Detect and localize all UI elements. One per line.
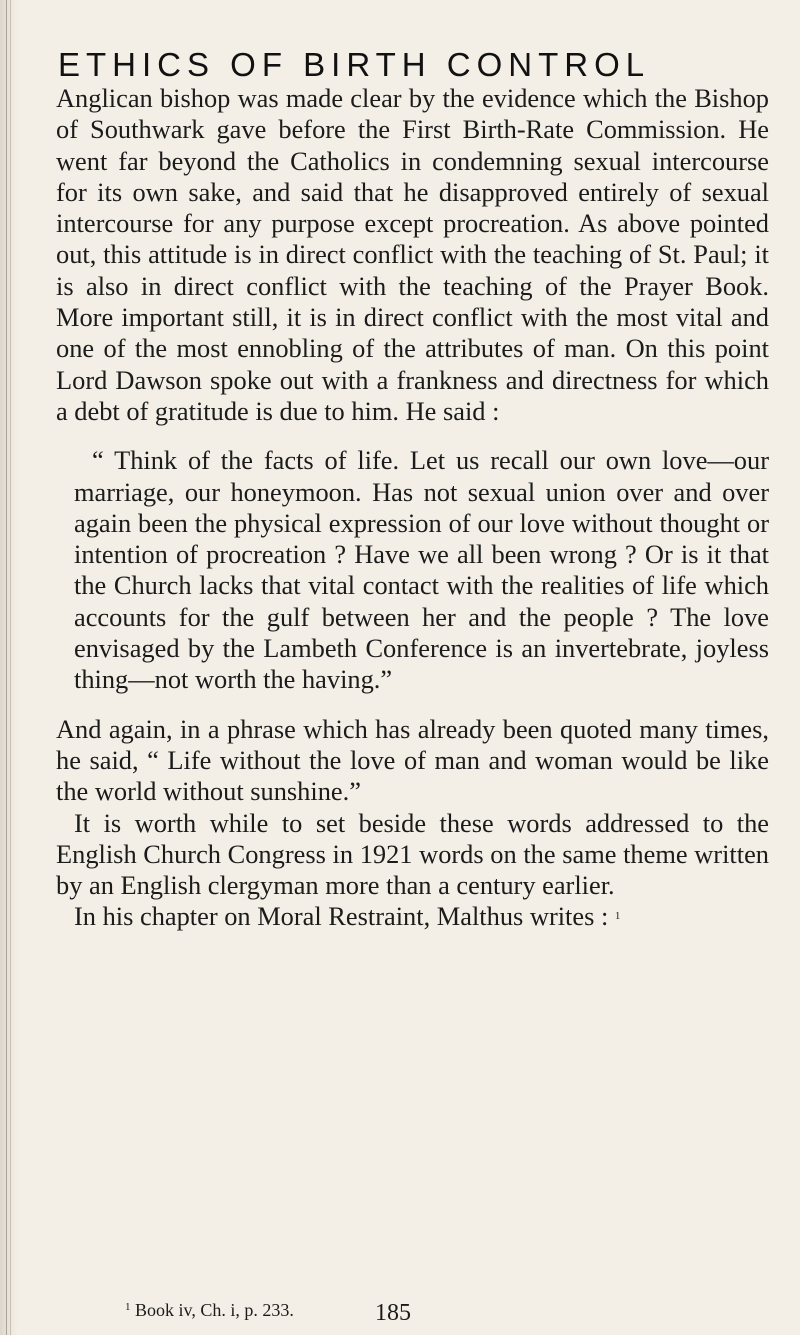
paragraph-malthus-text: In his chapter on Moral Restraint, Malthus writes : xyxy=(74,901,609,932)
footnote-reference: 1 xyxy=(614,910,621,923)
paragraph-malthus xyxy=(56,901,769,932)
footnote-marker: 1 xyxy=(125,1301,131,1313)
page-edge-line-inner xyxy=(10,0,11,1335)
page-edge xyxy=(0,0,18,1335)
page-edge-line xyxy=(6,0,7,1335)
paragraph-worth-while: It is worth while to set beside these words addressed to the English Church Congress in 1921 words on the same theme written by an English clergyman more than a century earlier. xyxy=(56,807,769,901)
page-number: 185 xyxy=(375,1300,411,1326)
footnote xyxy=(125,1300,294,1321)
running-head: ETHICS OF BIRTH CONTROL xyxy=(58,46,651,83)
body-text xyxy=(56,83,769,933)
quotation-lord-dawson: “ Think of the facts of life. Let us recall our own love—our marriage, our honeymoon. Has not sexual union over and over again been the physical expression of our love without thought or intention of procreation ? Have we all been wrong ? Or is it that the Church lacks that vital contact with the realities of life which accounts for the gulf between her and the people ? The love envisaged by the Lambeth Conference is an invertebrate, joyless thing—not worth the having.” xyxy=(74,445,769,695)
paragraph-and-again: And again, in a phrase which has already been quoted many times, he said, “ Life without the love of man and woman would be like the world without sunshine.” xyxy=(56,713,769,807)
paragraph-anglican-bishop: Anglican bishop was made clear by the evidence which the Bishop of Southwark gave before the First Birth-Rate Commission. He went far beyond the Catholics in condemning sexual intercourse for its own sake, and said that he disapproved entirely of sexual intercourse for any purpose except procreation. As above pointed out, this attitude is in direct conflict with the teaching of St. Paul; it is also in direct conflict with the teaching of the Prayer Book. More important still, it is in direct conflict with the most vital and one of the most ennobling of the attributes of man. On this point Lord Dawson spoke out with a frankness and directness for which a debt of gratitude is due to him. He said : xyxy=(56,83,769,426)
footnote-text: Book iv, Ch. i, p. 233. xyxy=(135,1300,294,1320)
